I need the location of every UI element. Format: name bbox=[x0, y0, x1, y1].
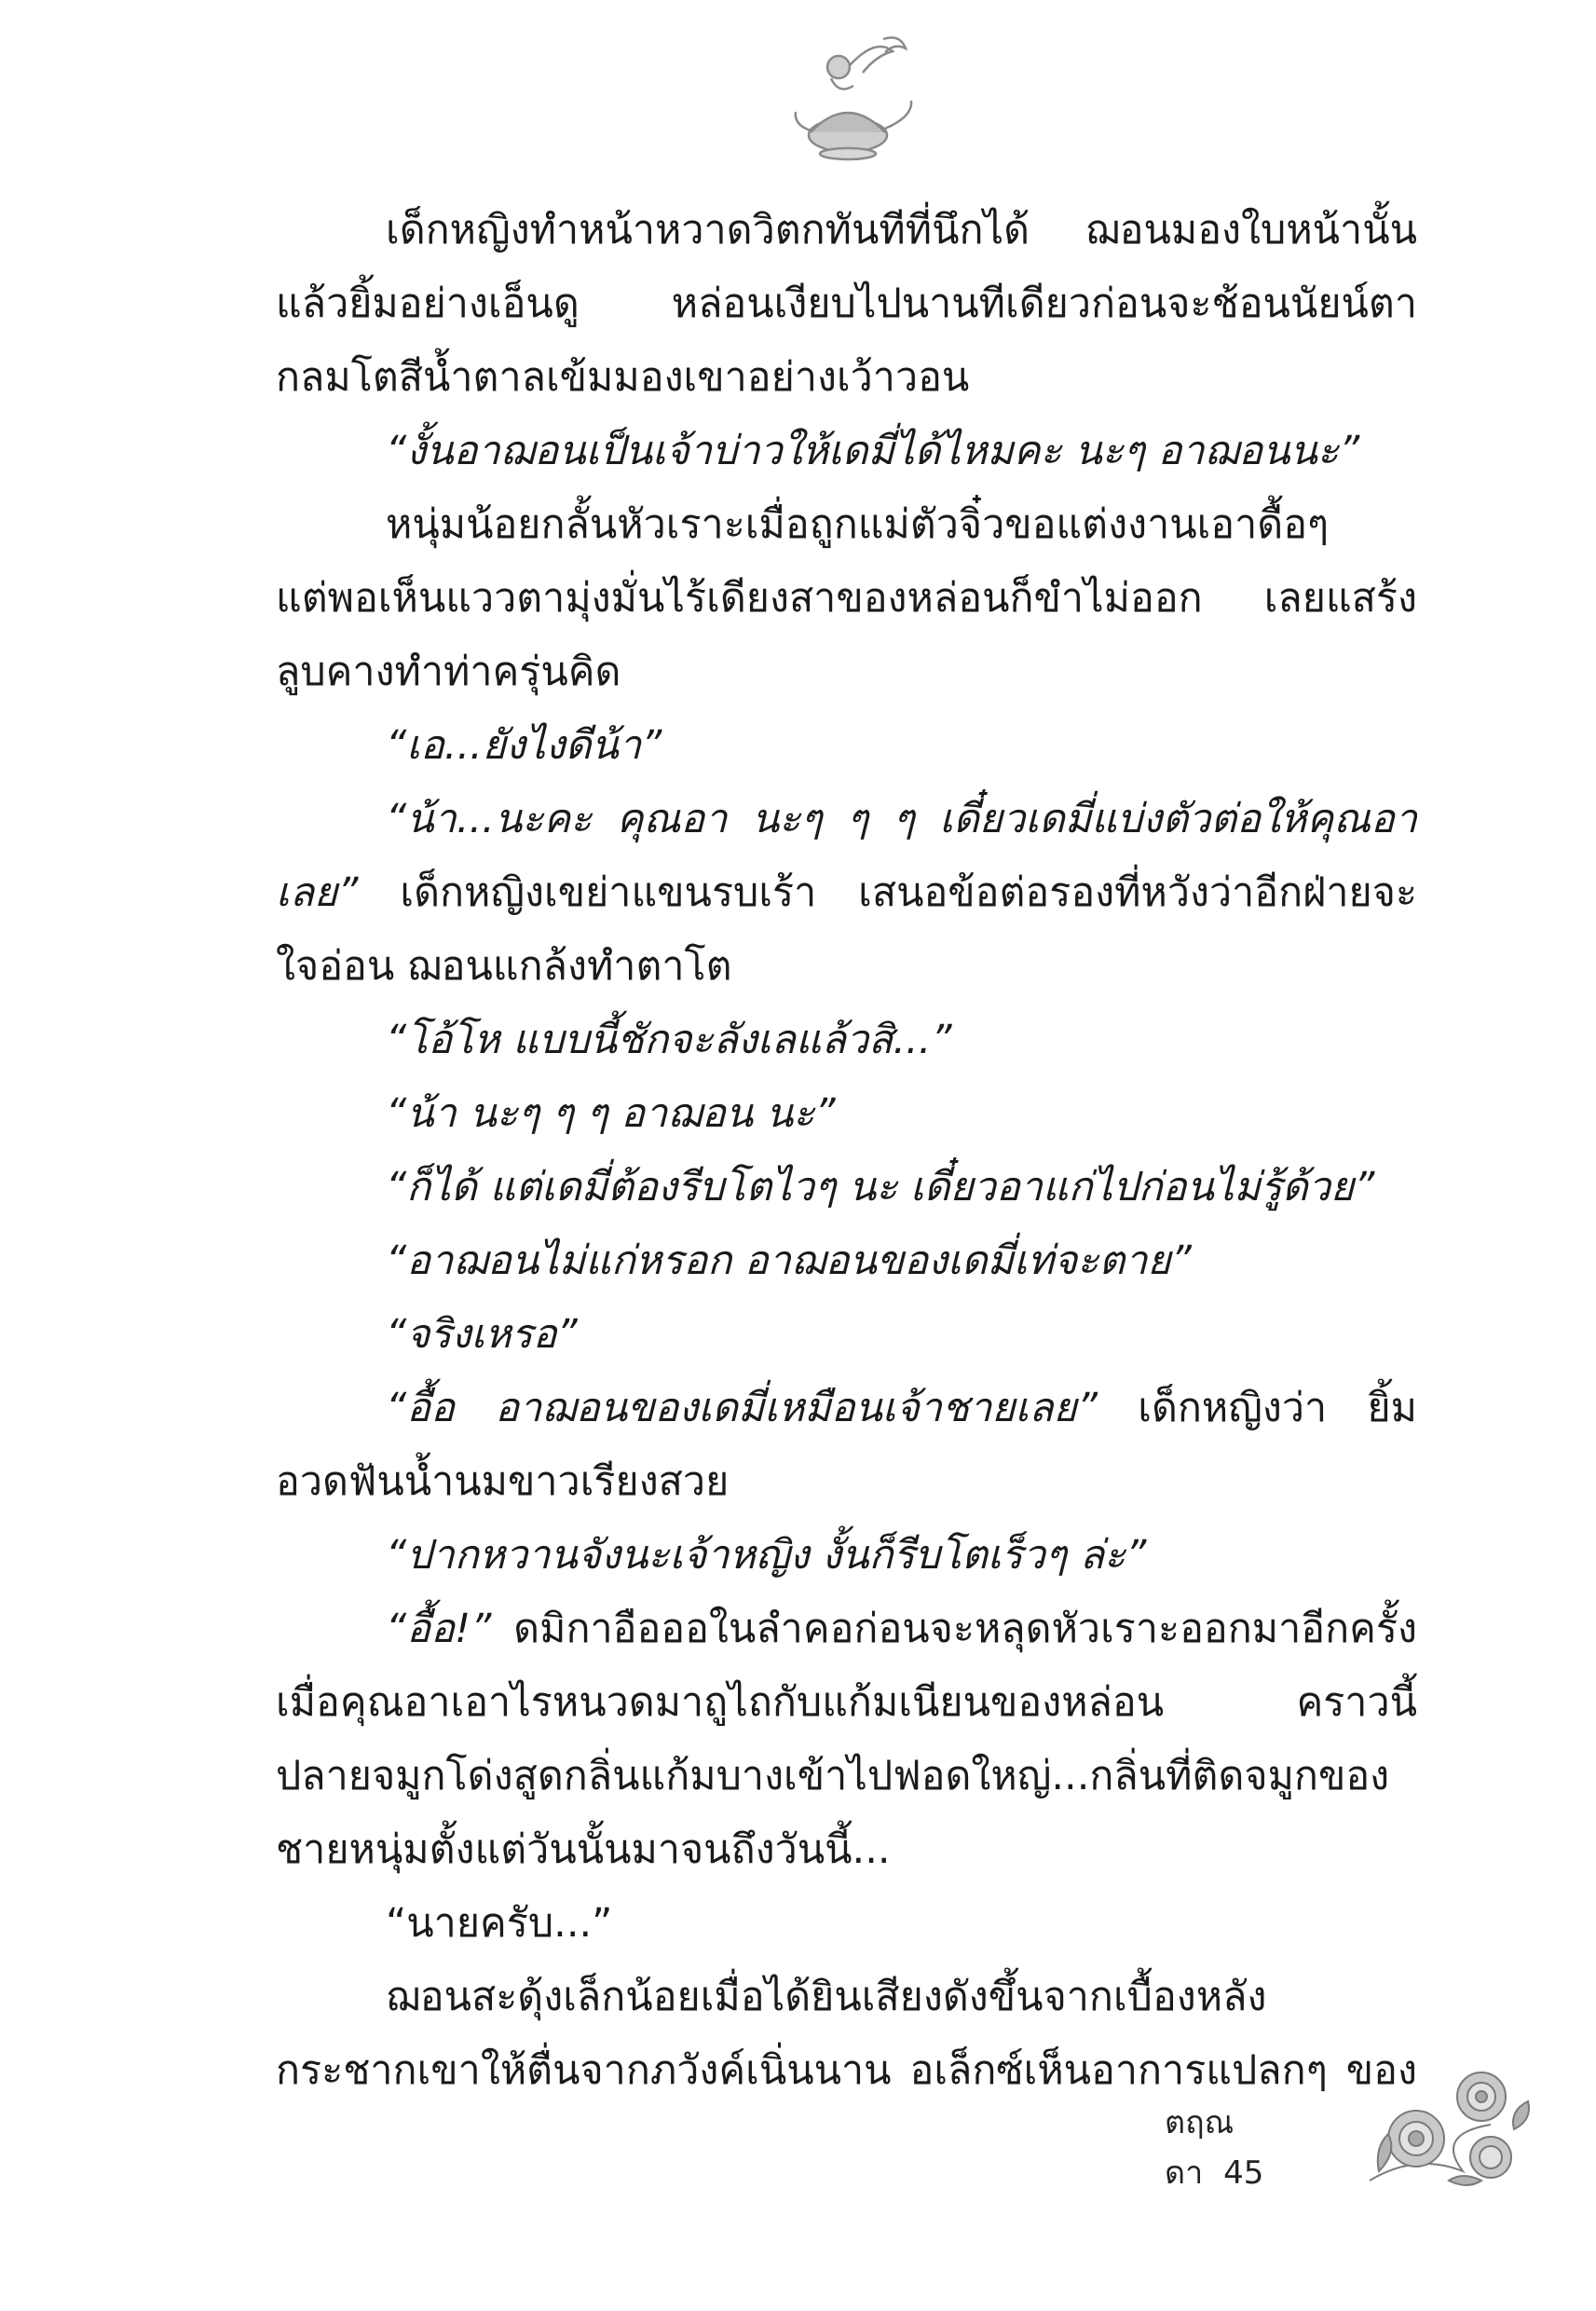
text-line: ใจอ่อน ฌอนแกล้งทำตาโต bbox=[276, 943, 732, 990]
body-text bbox=[276, 194, 1417, 2108]
dialogue-fragment: “อื้อ อาฌอนของเดมี่เหมือนเจ้าชายเลย” bbox=[386, 1385, 1098, 1431]
text-line: อวดฟันน้ำนมขาวเรียงสวย bbox=[276, 1458, 730, 1505]
teapot-cupid-ornament-icon bbox=[773, 28, 922, 168]
text-line: กระชากเขาให้ตื่นจากภวังค์เนิ่นนาน อเล็กซ์เห็นอาการแปลกๆ ของ bbox=[276, 2047, 1417, 2094]
text-line: กลมโตสีน้ำตาลเข้มมองเขาอย่างเว้าวอน bbox=[276, 354, 970, 401]
text-line: ลูบคางทำท่าครุ่นคิด bbox=[276, 649, 621, 695]
roses-ornament-icon bbox=[1351, 2041, 1537, 2199]
dialogue-fragment: “อื้อ!” bbox=[386, 1606, 492, 1652]
text-line: ปลายจมูกโด่งสูดกลิ่นแก้มบางเข้าไปฟอดใหญ่...กลิ่นที่ติดจมูกของ bbox=[276, 1753, 1390, 1799]
text-line bbox=[276, 1372, 1417, 1445]
text-line: เมื่อคุณอาเอาไรหนวดมาถูไถกับแก้มเนียนของหล่อน คราวนี้ bbox=[276, 1679, 1417, 1726]
page-number: 45 bbox=[1223, 2154, 1264, 2192]
dialogue-line: “ปากหวานจังนะเจ้าหญิง งั้นก็รีบโตเร็วๆ ล่ะ” bbox=[386, 1532, 1147, 1579]
dialogue-line: “โอ้โห แบบนี้ชักจะลังเลแล้วสิ...” bbox=[386, 1017, 952, 1063]
dialogue-fragment: เลย” bbox=[276, 869, 359, 916]
text-line: เด็กหญิงทำหน้าหวาดวิตกทันทีที่นึกได้ ฌอนมองใบหน้านั้น bbox=[386, 207, 1417, 253]
dialogue-line: “น้า นะๆ ๆ ๆ อาฌอน นะ” bbox=[386, 1090, 836, 1137]
dialogue-line: “จริงเหรอ” bbox=[386, 1311, 578, 1358]
text-line: ชายหนุ่มตั้งแต่วันนั้นมาจนถึงวันนี้... bbox=[276, 1826, 891, 1873]
dialogue-line: “อาฌอนไม่แก่หรอก อาฌอนของเดมี่เท่จะตาย” bbox=[386, 1238, 1192, 1284]
page-footer bbox=[1165, 2097, 1351, 2192]
text-line: ฌอนสะดุ้งเล็กน้อยเมื่อได้ยินเสียงดังขึ้นจากเบื้องหลัง bbox=[386, 1974, 1267, 2020]
text-line: หนุ่มน้อยกลั้นหัวเราะเมื่อถูกแม่ตัวจิ๋วขอแต่งงานเอาดื้อๆ bbox=[386, 501, 1330, 548]
dialogue-line: “เอ...ยังไงดีน้า” bbox=[386, 722, 662, 769]
dialogue-line: “น้า...นะคะ คุณอา นะๆ ๆ ๆ เดี๋ยวเดมี่แบ่งตัวต่อให้คุณอา bbox=[386, 796, 1417, 842]
dialogue-line: “นายครับ...” bbox=[386, 1900, 613, 1947]
book-title: ตฤณดา bbox=[1165, 2104, 1235, 2192]
dialogue-line: “งั้นอาฌอนเป็นเจ้าบ่าวให้เดมี่ได้ไหมคะ นะๆ อาฌอนนะ” bbox=[386, 428, 1360, 474]
narration-fragment: ดมิกาอือออในลำคอก่อนจะหลุดหัวเราะออกมาอีกครั้ง bbox=[491, 1606, 1417, 1652]
narration-fragment: เด็กหญิงว่า ยิ้ม bbox=[1098, 1385, 1417, 1431]
narration-fragment: เด็กหญิงเขย่าแขนรบเร้า เสนอข้อต่อรองที่หวังว่าอีกฝ่ายจะ bbox=[358, 869, 1417, 916]
text-line: แต่พอเห็นแววตามุ่งมั่นไร้เดียงสาของหล่อนก็ขำไม่ออก เลยแสร้ง bbox=[276, 575, 1417, 622]
text-line bbox=[276, 856, 1417, 930]
dialogue-line: “ก็ได้ แต่เดมี่ต้องรีบโตไวๆ นะ เดี๋ยวอาแก่ไปก่อนไม่รู้ด้วย” bbox=[386, 1164, 1375, 1210]
text-line: แล้วยิ้มอย่างเอ็นดู หล่อนเงียบไปนานทีเดียวก่อนจะช้อนนัยน์ตา bbox=[276, 280, 1417, 327]
text-line bbox=[276, 1593, 1417, 1666]
